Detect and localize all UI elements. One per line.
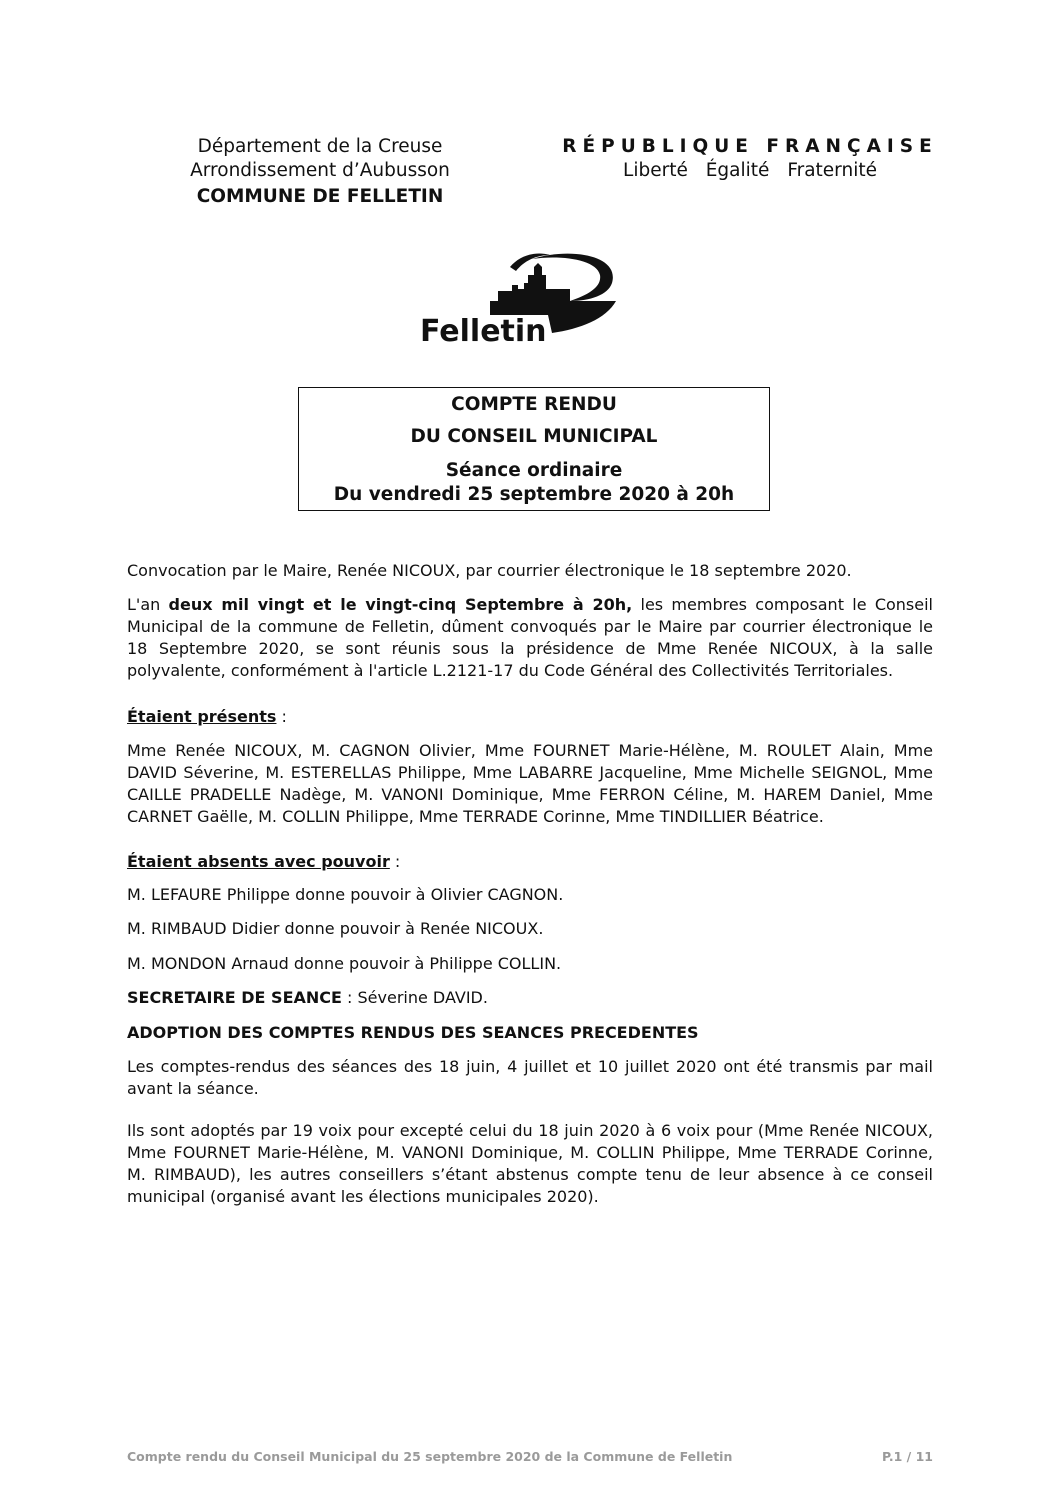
intro-rest: les membres composant le Conseil Municipal de la commune de Felletin, dûment convoqués par le Maire par courrier électronique le 18 Septembre 2020, se sont réunis sous la présidence de Mme Renée NICOUX, à la salle polyvalente, conformément à l'article L.2121-17 du Code Général des Collectivités Territoriales. [127,595,933,680]
secretaire-value: : Séverine DAVID. [341,988,488,1007]
absents-heading-line [127,851,933,873]
page-number: P.1 / 11 [882,1449,933,1464]
title-line4: Du vendredi 25 septembre 2020 à 20h [333,484,735,505]
page-footer [127,1449,933,1464]
felletin-logo-icon [420,245,620,345]
header-right [540,135,960,183]
logo-text: Felletin [420,314,547,345]
secretaire-line [127,987,933,1009]
title-box [298,387,770,511]
motto-egalite: Égalité [705,160,770,181]
header-left [150,135,490,209]
footer-text: Compte rendu du Conseil Municipal du 25 septembre 2020 de la Commune de Felletin [127,1449,733,1464]
intro-prefix: L'an [127,595,169,614]
presents-heading-line [127,706,933,728]
commune-label: COMMUNE DE FELLETIN [196,186,444,207]
title-line1: COMPTE RENDU [451,394,617,415]
arrondissement-label: Arrondissement d’Aubusson [190,160,450,181]
absent-item: M. MONDON Arnaud donne pouvoir à Philippe COLLIN. [127,954,562,973]
secretaire-label: SECRETAIRE DE SEANCE [127,988,342,1007]
department-label: Département de la Creuse [197,136,443,157]
adoption-heading: ADOPTION DES COMPTES RENDUS DES SEANCES PRECEDENTES [127,1023,699,1042]
adoption-paragraph-1: Les comptes-rendus des séances des 18 juin, 4 juillet et 10 juillet 2020 ont été transmis par mail avant la séance. [127,1057,933,1098]
absent-item: M. RIMBAUD Didier donne pouvoir à Renée NICOUX. [127,919,544,938]
presents-heading: Étaient présents [127,707,277,726]
motto [540,159,960,183]
absent-item: M. LEFAURE Philippe donne pouvoir à Olivier CAGNON. [127,885,564,904]
motto-fraternite: Fraternité [787,160,877,181]
presents-sep: : [276,707,287,726]
adoption-paragraph-2: Ils sont adoptés par 19 voix pour excepté celui du 18 juin 2020 à 6 voix pour (Mme Renée NICOUX, Mme FOURNET Marie-Hélène, M. VANONI Dominique, M. COLLIN Philippe, Mme TERRADE Corinne, M. RIMBAUD), les autres conseillers s’étant abstenus compte tenu de leur absence à ce conseil municipal (organisé avant les élections municipales 2020). [127,1121,933,1206]
convocation-paragraph: Convocation par le Maire, Renée NICOUX, par courrier électronique le 18 septembre 2020. [127,561,852,580]
absents-heading: Étaient absents avec pouvoir [127,852,390,871]
motto-liberte: Liberté [623,160,688,181]
intro-paragraph [127,594,933,682]
intro-date: deux mil vingt et le vingt-cinq Septembre à 20h, [168,595,633,614]
felletin-logo [420,245,620,345]
title-line2: DU CONSEIL MUNICIPAL [410,426,658,447]
absents-sep: : [389,852,401,871]
republic-label: RÉPUBLIQUE FRANÇAISE [562,136,938,157]
title-line3: Séance ordinaire [445,460,623,481]
presents-list: Mme Renée NICOUX, M. CAGNON Olivier, Mme FOURNET Marie-Hélène, M. ROULET Alain, Mme DAVID Séverine, M. ESTERELLAS Philippe, Mme LABARRE Jacqueline, Mme Michelle SEIGNOL, Mme CAILLE PRADELLE Nadège, M. VANONI Dominique, Mme FERRON Céline, M. HAREM Daniel, Mme CARNET Gaëlle, M. COLLIN Philippe, Mme TERRADE Corinne, Mme TINDILLIER Béatrice. [127,741,933,826]
